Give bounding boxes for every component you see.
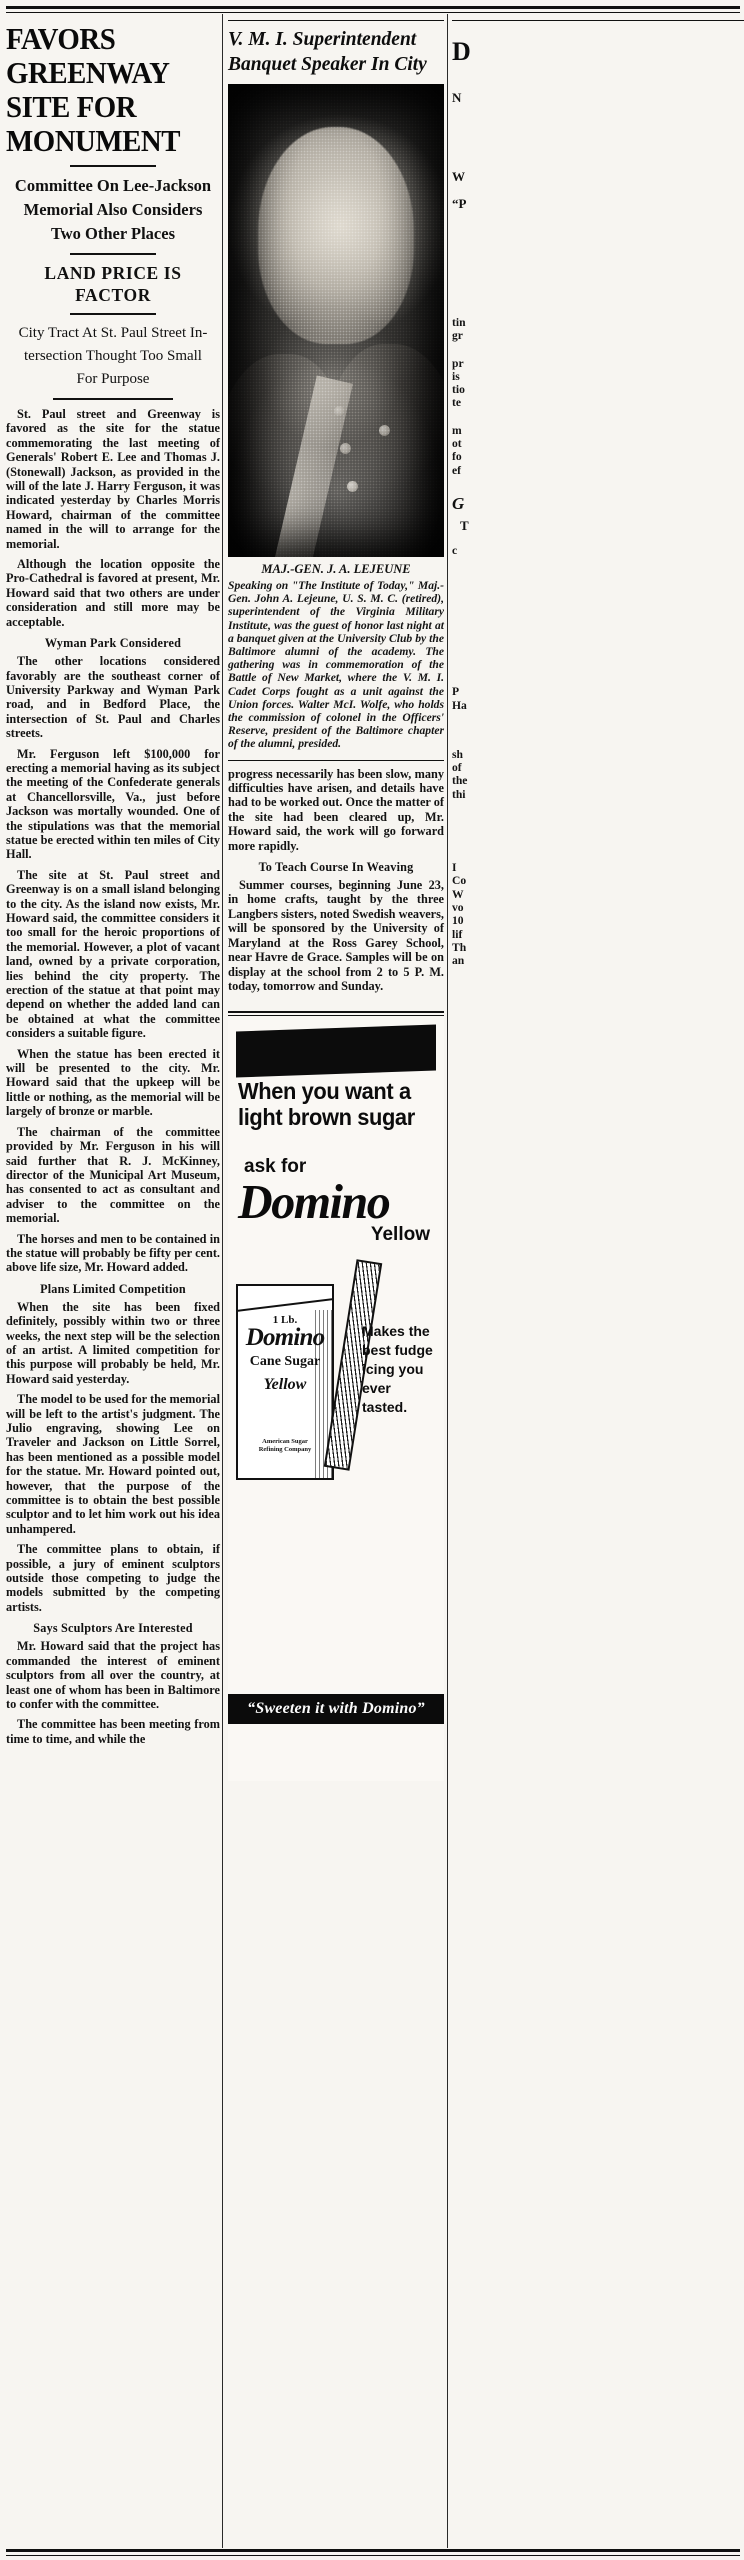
right-fragment-group (452, 357, 744, 410)
right-fragment: tin (452, 316, 466, 329)
deck-line-3: Two Other Places (50, 224, 176, 243)
deck-line-2: Memorial Also Considers (23, 200, 203, 219)
paragraph: Although the location opposite the Pro-Cathedral is favored at present, Mr. Howard said that two others are under consideration and still more may be acceptable. (6, 557, 220, 629)
right-fragment: pr (452, 356, 464, 370)
ad-variety-label: Yellow (370, 1224, 430, 1246)
ad-copy-line-1: Makes the (362, 1323, 430, 1340)
paragraph: Mr. Ferguson left $100,000 for erecting a memorial having as its subject the meeting of the Confederate generals at Chancellorsville, Va., just before Jackson was mortally wounded. One of the stipulations was that the memorial statue be erected within ten miles of City Hall. (6, 746, 220, 862)
right-fragment: 10 (452, 914, 464, 928)
deck2-line-1: City Tract At St. Paul Street In- (18, 325, 208, 341)
headline-line-2: SITE FOR MONUMENT (6, 89, 181, 158)
right-fragment: m (452, 423, 462, 437)
paragraph: The other locations considered favorably are the southeast corner of University Parkway and Wyman Park road, and in Bedford Place, the intersection of St. Paul and Charles streets. (6, 654, 220, 741)
carton-product: Cane Sugar (249, 1354, 321, 1370)
right-fragment-group (452, 748, 744, 801)
right-fragment: Ha (452, 698, 467, 712)
right-fragment: is (452, 369, 460, 383)
caption-body: Speaking on "The Institute of Today," Maj.-Gen. John A. Lejeune, U. S. M. C. (retired), superintendent of the Virginia Military Institute, was the guest of honor last night at a banquet given at the University Club by the Baltimore alumni of the academy. The gathering was in commemoration of the Battle of New Market, where the V. M. I. Cadet Corps fought as a unit against the Union forces. Walter McI. Wolfe, who holds the commission of colonel in the Officers' Reserve, president of the Baltimore chapter of the alumni, presided. (228, 579, 444, 751)
rule-under-caps (70, 313, 156, 315)
ad-right-copy-block (362, 1322, 436, 1417)
right-fragment: te (452, 396, 462, 410)
right-fragment: the (452, 774, 468, 788)
right-fragment: ef (452, 463, 462, 477)
rule-under-headline (70, 165, 156, 167)
paragraph: When the site has been fixed definitely, possibly within two or three weeks, the next step will be the selection of an artist. A limited competition for this purpose will probably be held, Mr. Howard said yesterday. (6, 1299, 220, 1386)
headline-line-1: FAVORS GREENWAY (6, 21, 170, 90)
rule-under-caption (228, 760, 444, 761)
right-fragment: ot (452, 437, 462, 451)
subhead-wyman-park: Wyman Park Considered (44, 636, 182, 651)
deck2-line-2: tersection Thought Too Small (24, 348, 202, 364)
right-fragment: thi (452, 787, 466, 801)
caption-subject-name: MAJ.-GEN. J. A. LEJEUNE (261, 562, 411, 576)
paragraph: The model to be used for the memorial will be left to the artist's judgment. The Julio engraving, showing Lee on Traveler and Jackson on Little Sorrel, has been mentioned as a possible model for the statue. Mr. Howard pointed out, however, that the purpose of the committee is to obtain the best possible sculptor and to let him work out his idea unhampered. (6, 1392, 220, 1536)
carton-company-line-1: American Sugar (262, 1438, 308, 1446)
right-fragment-group (452, 861, 744, 967)
subhead-plans-limited-competition: Plans Limited Competition (40, 1281, 186, 1296)
top-border-rules (6, 6, 740, 15)
column-divider-2 (447, 14, 448, 2548)
right-fragment: P (452, 685, 460, 699)
carton-top-flap (236, 1284, 334, 1312)
ad-top-rule-thin (228, 1015, 444, 1016)
right-fragment: fo (452, 450, 462, 464)
bottom-border-rules (6, 2549, 740, 2556)
carton-variety: Yellow (263, 1376, 307, 1394)
ad-footer-slogan: “Sweeten it with Domino” (228, 1694, 444, 1724)
right-fragment-group (452, 316, 744, 343)
portrait-photo (228, 84, 444, 557)
right-fragment: of (452, 761, 462, 775)
mid-headline-line-2: Banquet Speaker In City (228, 54, 427, 75)
mid-top-rule (228, 20, 444, 21)
right-fragment: c (452, 543, 458, 557)
right-fragment: D (452, 37, 471, 66)
carton-weight: 1 Lb. (272, 1314, 298, 1327)
right-fragment-group (452, 424, 744, 477)
rule-above-body (53, 398, 173, 400)
right-fragment: W (452, 169, 465, 184)
paragraph: The site at St. Paul street and Greenway is on a small island belonging to the city. As the island now exists, Mr. Howard said, the committee considers it too small for the heroic proportions of the memorial. However, a plot of vacant land, owned by a private corporation, lies behind the city property. The erection of the statue at that point may depend on whether the added land can be obtained at what the committee considers a suitable figure. (6, 867, 220, 1041)
paragraph: The committee has been meeting from time to time, and while the (6, 1717, 220, 1746)
left-article-column (6, 22, 220, 2552)
right-partial-column (452, 20, 744, 2550)
paragraph: When the statue has been erected it will be presented to the city. Mr. Howard said that the upkeep will be little or nothing, as the memorial will be largely of bronze or marble. (6, 1046, 220, 1119)
subhead-to-teach-course-in-weaving: To Teach Course In Weaving (258, 860, 414, 875)
carton-company-line-2: Refining Company (258, 1446, 312, 1454)
right-fragment-group (452, 544, 744, 557)
right-fragment-group (452, 685, 744, 712)
paragraph: St. Paul street and Greenway is favored as the site for the statue commemorating the last meeting of Generals' Robert E. Lee and Thomas J. (Stonewall) Jackson, as provided in the will of the late J. Harry Ferguson, it was indicated yesterday by Charles Morris Howard, chairman of the committee named in the will to arrange for the memorial. (6, 407, 220, 551)
right-fragment: G (452, 493, 465, 513)
left-body-text (6, 407, 220, 1746)
subhead-says-sculptors-are-interested: Says Sculptors Are Interested (33, 1621, 193, 1636)
ad-headline-backdrop (236, 1025, 436, 1078)
paragraph: The horses and men to be contained in the statue will probably be fifty per cent. above life size, Mr. Howard added. (6, 1231, 220, 1275)
domino-advertisement[interactable] (228, 1011, 444, 1781)
paragraph: The chairman of the committee provided by Mr. Ferguson in his will said further that R. J. McKinney, director of the Municipal Art Museum, has consented to act as consultant and adviser to the committee on the memorial. (6, 1124, 220, 1226)
rule-under-deck (70, 253, 156, 255)
right-fragment: vo (452, 900, 464, 914)
ad-headline-line-2: light brown sugar (238, 1104, 415, 1131)
right-fragment: gr (452, 329, 463, 343)
ad-ask-for-label: ask for (244, 1156, 307, 1178)
ad-brand-wordmark: Domino (238, 1174, 390, 1230)
subhead-land-price: LAND PRICE IS FACTOR (44, 263, 182, 305)
middle-column (228, 20, 444, 2550)
paragraph: Mr. Howard said that the project has commanded the interest of eminent sculptors from all over the country, at least one of whom has been in Baltimore to confer with the committee. (6, 1639, 220, 1711)
right-fragment: I (452, 861, 457, 875)
ad-product-carton (236, 1284, 334, 1480)
ad-copy-line-3: icing you (362, 1361, 424, 1378)
right-fragment: W (452, 887, 464, 901)
right-top-rule (452, 20, 744, 21)
right-fragment: Th (452, 940, 467, 954)
right-fragment: N (452, 90, 462, 105)
mid-headline-line-1: V. M. I. Superintendent (228, 29, 417, 50)
right-fragment: tio (452, 383, 465, 397)
right-fragment: sh (452, 747, 463, 761)
ad-headline-line-1: When you want a (238, 1078, 411, 1105)
carton-brand: Domino (245, 1324, 325, 1352)
paragraph-continued: progress necessarily has been slow, many difficulties have arisen, and details have had to be worked out. Once the matter of the site had been cleared up, Mr. Howard said, the work will go forward more rapidly. (228, 766, 444, 853)
right-fragment: “P (452, 196, 467, 211)
photo-vignette (228, 84, 444, 557)
ad-top-rule-thick (228, 1011, 444, 1013)
paragraph: The committee plans to obtain, if possible, a jury of eminent sculptors outside those competing to judge the models submitted by the competing artists. (6, 1542, 220, 1614)
ad-copy-line-4: ever tasted. (362, 1380, 408, 1416)
right-fragment: an (452, 954, 465, 968)
ad-copy-line-2: best fudge (362, 1342, 433, 1359)
right-fragment: Co (452, 874, 467, 888)
column-divider-1 (222, 14, 223, 2548)
deck-line-1: Committee On Lee-Jackson (14, 176, 212, 195)
paragraph: Summer courses, beginning June 23, in home crafts, taught by the three Langbers sisters, noted Swedish weavers, will be sponsored by the University of Maryland at the Ross Garey School, near Havre de Grace. Samples will be on display at the school from 2 to 5 P. M. today, tomorrow and Sunday. (228, 878, 444, 993)
right-fragment: T (460, 517, 469, 533)
deck2-line-3: For Purpose (76, 371, 150, 387)
right-fragment: lif (452, 927, 463, 941)
mid-body-text (228, 767, 444, 994)
